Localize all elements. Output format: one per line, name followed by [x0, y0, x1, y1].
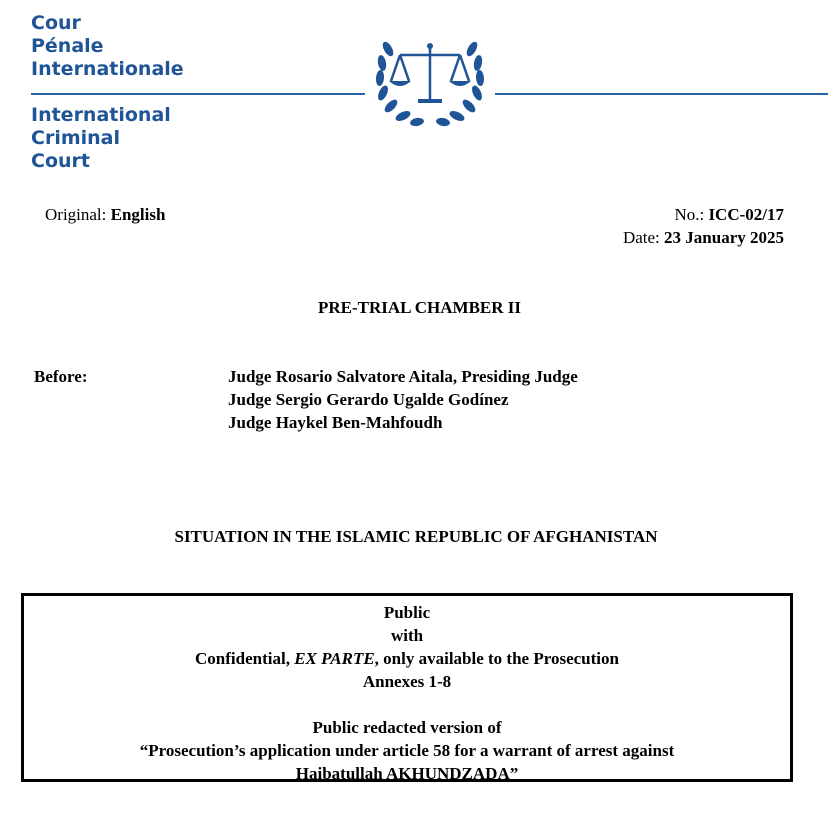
date-value: 23 January 2025 [664, 228, 784, 247]
situation-title: SITUATION IN THE ISLAMIC REPUBLIC OF AFGHANISTAN [174, 527, 658, 546]
annexes-line: Annexes 1-8 [362, 672, 452, 691]
header-rule-right [495, 93, 828, 95]
classification-confidential [24, 647, 790, 670]
classification-with: with [390, 626, 424, 645]
redacted-version-line: Public redacted version of [312, 718, 502, 737]
original-label: Original: [45, 205, 107, 224]
scales-of-justice-laurel-icon [374, 33, 486, 127]
original-value: English [110, 205, 166, 224]
court-name-en-line: International [31, 104, 171, 126]
confidential-post: , only available to the Prosecution [374, 649, 619, 668]
confidential-pre: Confidential, [195, 649, 295, 668]
court-name-en-line: Court [31, 150, 90, 172]
document-classification-box [21, 593, 793, 782]
case-number [674, 203, 784, 226]
judges-list [228, 365, 578, 434]
case-number-value: ICC-02/17 [708, 205, 784, 224]
date-label: Date: [622, 228, 660, 247]
application-subject-line: Haibatullah AKHUNDZADA” [295, 764, 519, 783]
court-name-en-line: Criminal [31, 127, 120, 149]
application-title-line: “Prosecution’s application under article 58 for a warrant of arrest against [139, 741, 675, 760]
court-name-fr-line: Pénale [31, 35, 104, 57]
chamber-title: PRE-TRIAL CHAMBER II [317, 298, 522, 317]
court-name-french [31, 12, 184, 81]
court-name-fr-line: Cour [31, 12, 81, 34]
case-number-label: No.: [674, 205, 705, 224]
court-name-english [31, 104, 171, 173]
ex-parte-text: EX PARTE [294, 649, 375, 668]
judge-entry: Judge Sergio Gerardo Ugalde Godínez [228, 390, 509, 409]
header-rule-left [31, 93, 365, 95]
judge-entry: Judge Rosario Salvatore Aitala, Presiding Judge [228, 367, 578, 386]
court-name-fr-line: Internationale [31, 58, 184, 80]
document-date [623, 226, 784, 249]
judge-entry: Judge Haykel Ben-Mahfoudh [228, 413, 443, 432]
original-language [45, 203, 165, 226]
before-label: Before: [34, 367, 88, 386]
classification-public: Public [383, 603, 431, 622]
